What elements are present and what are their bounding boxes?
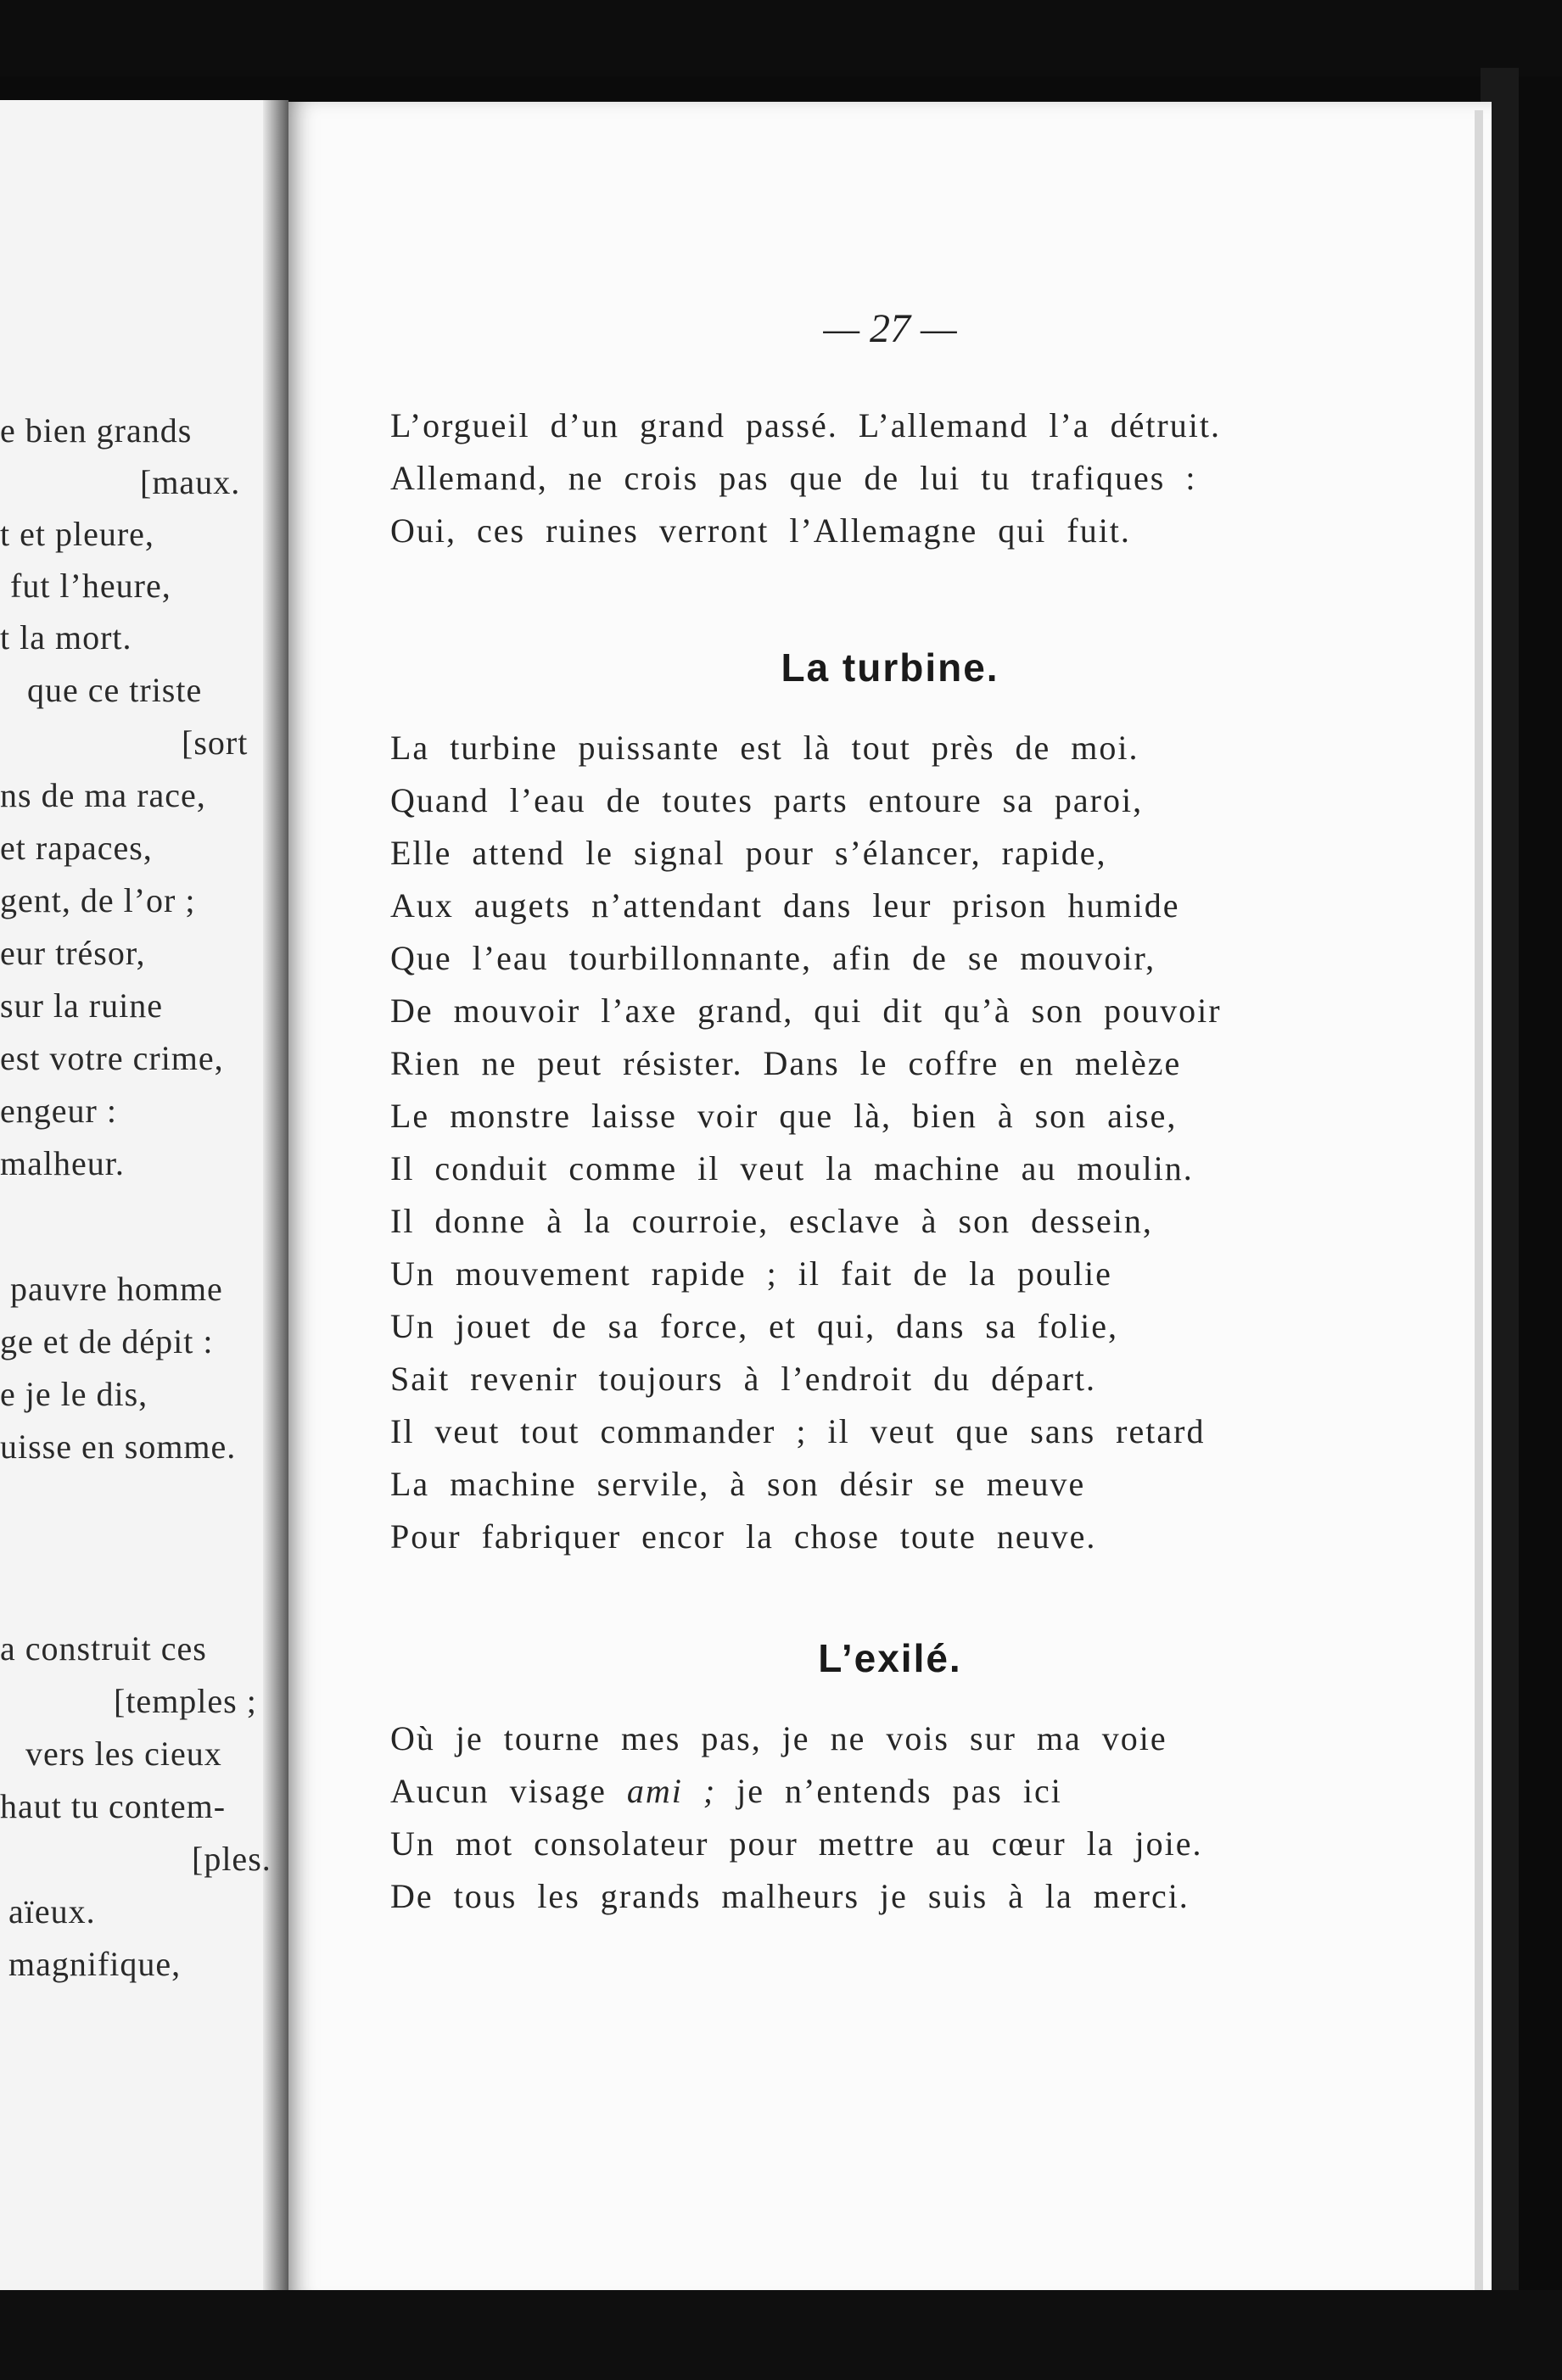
left-line: [maux. [140, 463, 241, 501]
page-right-edge [1475, 110, 1483, 2299]
poem-line: Aux augets n’attendant dans leur prison humide [390, 886, 1180, 925]
poem-line: Rien ne peut résister. Dans le coffre en melèze [390, 1044, 1182, 1082]
intro-line: L’orgueil d’un grand passé. L’allemand l’a détruit. [390, 406, 1221, 444]
left-line: aïeux. [8, 1892, 96, 1930]
poem-line: La machine servile, à son désir se meuve [390, 1465, 1086, 1503]
left-line: t la mort. [0, 618, 132, 656]
scan-border-top [0, 0, 1562, 76]
right-page [288, 102, 1492, 2303]
poem-line: De tous les grands malheurs je suis à la merci. [390, 1877, 1190, 1915]
left-line: pauvre homme [10, 1270, 223, 1308]
left-line: e je le dis, [0, 1375, 148, 1413]
left-line: fut l’heure, [10, 567, 171, 605]
left-line: haut tu contem- [0, 1787, 227, 1825]
poem-line: Le monstre laisse voir que là, bien à son aise, [390, 1097, 1178, 1135]
left-page [0, 100, 288, 2314]
poem-line: Sait revenir toujours à l’endroit du départ. [390, 1360, 1097, 1398]
poem-title-exile: L’exilé. [818, 1636, 962, 1680]
left-line: malheur. [0, 1144, 125, 1182]
poem-line: Il veut tout commander ; il veut que sans retard [390, 1412, 1206, 1450]
left-line: vers les cieux [25, 1735, 222, 1773]
left-line: gent, de l’or ; [0, 881, 196, 919]
left-line: et rapaces, [0, 829, 153, 867]
left-line: ns de ma race, [0, 776, 206, 814]
left-line: uisse en somme. [0, 1427, 237, 1466]
poem-line-text: je n’entends pas ici [716, 1772, 1062, 1810]
left-line: t et pleure, [0, 515, 154, 553]
left-line: [ples. [192, 1840, 272, 1878]
left-line: est votre crime, [0, 1039, 224, 1077]
poem-line: Que l’eau tourbillonnante, afin de se mouvoir, [390, 939, 1156, 977]
poem-line-emphasis: ami ; [626, 1772, 717, 1810]
poem-line: Quand l’eau de toutes parts entoure sa paroi, [390, 781, 1144, 819]
left-line: eur trésor, [0, 934, 146, 972]
poem-line: Un mouvement rapide ; il fait de la poulie [390, 1254, 1112, 1293]
left-line: engeur : [0, 1092, 117, 1130]
poem-line: Il conduit comme il veut la machine au moulin. [390, 1149, 1194, 1187]
left-line: que ce triste [27, 671, 203, 709]
left-line: ge et de dépit : [0, 1322, 214, 1360]
poem-line: Un mot consolateur pour mettre au cœur la joie. [390, 1824, 1203, 1863]
poem-line: La turbine puissante est là tout près de moi. [390, 729, 1139, 767]
left-line: a construit ces [0, 1629, 207, 1668]
left-line: [sort [182, 723, 249, 762]
poem-title-turbine: La turbine. [781, 645, 999, 690]
poem-line: Un jouet de sa force, et qui, dans sa folie, [390, 1307, 1119, 1345]
poem-line [390, 1771, 1062, 1811]
left-line: sur la ruine [0, 986, 163, 1025]
left-line: magnifique, [8, 1945, 182, 1983]
left-page-gutter [263, 100, 288, 2314]
poem-line: Elle attend le signal pour s’élancer, rapide, [390, 834, 1107, 872]
intro-line: Oui, ces ruines verront l’Allemagne qui fuit. [390, 511, 1131, 550]
intro-line: Allemand, ne crois pas que de lui tu trafiques : [390, 459, 1197, 497]
poem-line-text: Aucun visage [390, 1772, 627, 1810]
page-number: — 27 — [823, 306, 957, 351]
poem-line: Où je tourne mes pas, je ne vois sur ma voie [390, 1719, 1167, 1757]
left-line: e bien grands [0, 411, 193, 450]
left-line: [temples ; [114, 1682, 257, 1720]
poem-line: Pour fabriquer encor la chose toute neuve. [390, 1517, 1097, 1556]
scan-border-bottom [0, 2290, 1562, 2380]
poem-line: Il donne à la courroie, esclave à son dessein, [390, 1202, 1153, 1240]
poem-line: De mouvoir l’axe grand, qui dit qu’à son pouvoir [390, 992, 1222, 1030]
